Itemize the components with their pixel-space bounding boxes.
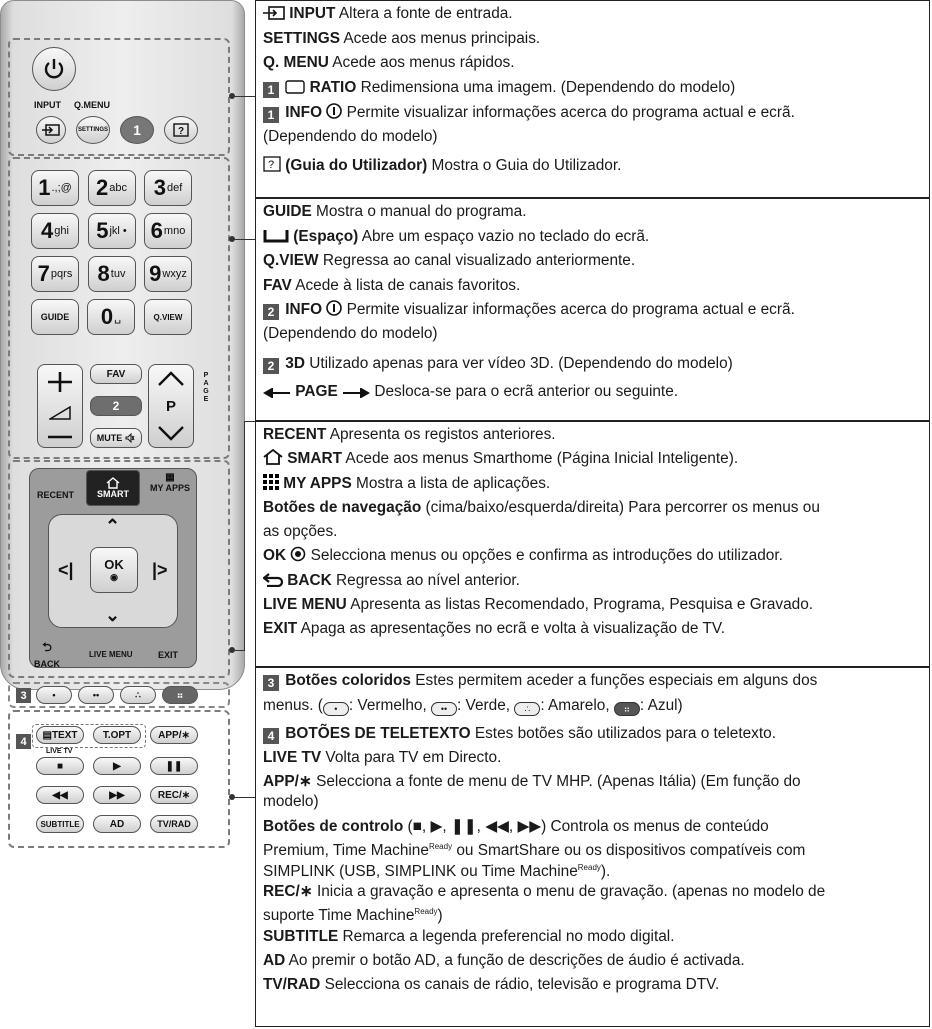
tvrad-button[interactable]: TV/RAD xyxy=(150,815,198,833)
description-term: TV/RAD xyxy=(263,976,321,993)
key-letters: jkl • xyxy=(109,225,127,237)
description-term: (Espaço) xyxy=(293,227,359,245)
description-text: ). xyxy=(600,863,611,880)
rec-button[interactable]: REC/∗ xyxy=(150,786,198,804)
description-line xyxy=(263,595,813,614)
description-line xyxy=(263,227,649,246)
description-term: SUBTITLE xyxy=(263,928,339,945)
leader-2 xyxy=(232,239,256,240)
info-icon xyxy=(326,103,342,119)
description-text: Selecciona menus ou opções e confirma as introduções do utilizador. xyxy=(306,547,783,564)
number-tag: 4 xyxy=(263,728,279,744)
description-line xyxy=(263,951,745,970)
color-key-icon: ⠶ xyxy=(614,702,640,716)
fav-button[interactable]: FAV xyxy=(90,364,142,384)
description-text: Volta para TV em Directo. xyxy=(321,749,502,766)
description-line xyxy=(263,354,733,374)
info-icon xyxy=(326,300,342,316)
qview-button[interactable]: Q.VIEW xyxy=(144,299,192,335)
number-tag: 2 xyxy=(263,304,279,320)
left-arrow-icon[interactable]: <| xyxy=(58,560,74,580)
description-line xyxy=(263,474,550,493)
description-text: Abre um espaço vazio no teclado do ecrã. xyxy=(358,227,650,245)
description-line xyxy=(263,696,683,716)
color-key-name: : Azul) xyxy=(639,697,683,714)
space-icon xyxy=(263,229,289,243)
key-digit: 8 xyxy=(97,261,110,286)
svg-text:?: ? xyxy=(178,126,185,137)
description-term: LIVE MENU xyxy=(263,596,347,613)
stop-button[interactable]: ■ xyxy=(36,757,84,775)
description-line xyxy=(263,902,443,925)
mute-button[interactable] xyxy=(90,428,142,448)
key-1-button[interactable]: 1 xyxy=(120,116,154,144)
channel-down-icon xyxy=(157,425,185,441)
key-digit: 7 xyxy=(37,261,50,286)
description-line xyxy=(263,837,805,860)
description-text: Apaga as apresentações no ecrã e volta à visualização de TV. xyxy=(297,620,726,637)
description-text: (■, ▶, ❚❚, ◀◀, ▶▶) Controla os menus de conteúdo xyxy=(403,818,769,835)
tag-4: 4 xyxy=(16,734,31,749)
description-line xyxy=(263,748,501,767)
home-icon xyxy=(106,477,120,489)
recent-button[interactable]: RECENT xyxy=(37,490,75,500)
key-letters: tuv xyxy=(110,268,126,280)
description-text: Permite visualizar informações acerca do programa actual e ecrã. xyxy=(342,103,795,121)
description-term: Botões de navegação xyxy=(263,499,422,516)
description-line xyxy=(263,382,678,401)
description-text: Acede aos menus rápidos. xyxy=(328,54,515,71)
ok-label: OK xyxy=(104,557,124,572)
back-button[interactable] xyxy=(34,638,60,669)
description-line xyxy=(263,300,795,320)
description-term: EXIT xyxy=(263,620,298,637)
back-label: BACK xyxy=(34,659,60,669)
description-term: GUIDE xyxy=(263,203,312,220)
topt-button[interactable]: T.OPT xyxy=(93,726,141,744)
description-term: (Guia do Utilizador) xyxy=(285,157,428,174)
description-term: BOTÕES DE TELETEXTO xyxy=(285,725,471,742)
exit-button[interactable]: EXIT xyxy=(158,650,179,660)
down-arrow-icon[interactable]: ⌄ xyxy=(105,605,121,625)
description-line xyxy=(263,772,801,791)
description-line xyxy=(263,276,520,295)
key-0-sub: ␣ xyxy=(114,311,122,324)
key-3-button[interactable] xyxy=(144,170,192,206)
key-6-button[interactable] xyxy=(144,213,192,249)
color-key-name: : Vermelho, xyxy=(348,697,431,714)
channel-p-label: P xyxy=(165,397,176,415)
description-text: Selecciona os canais de rádio, televisão e programa DTV. xyxy=(320,976,720,993)
description-text: Apresenta os registos anteriores. xyxy=(326,426,556,443)
ratio-icon xyxy=(285,80,305,94)
subtitle-button[interactable]: SUBTITLE xyxy=(36,815,84,833)
description-term: 3D xyxy=(285,354,305,372)
description-line xyxy=(263,927,674,946)
description-text: Permite visualizar informações acerca do programa actual e ecrã. xyxy=(342,301,795,318)
description-line xyxy=(263,619,725,638)
description-term: BACK xyxy=(287,571,332,589)
description-line xyxy=(263,29,540,48)
apps-grid-icon xyxy=(263,474,279,490)
description-line xyxy=(263,671,817,691)
description-term: INPUT xyxy=(289,5,336,22)
green-key[interactable]: •• xyxy=(78,686,114,704)
key-digit: 4 xyxy=(41,218,54,243)
description-term: AD xyxy=(263,952,286,969)
blue-key[interactable]: ⠶ xyxy=(162,686,198,704)
key-letters: .,;@ xyxy=(51,182,72,194)
ok-button[interactable] xyxy=(90,547,138,593)
description-text: (cima/baixo/esquerda/direita) Para percorrer os menus ou xyxy=(421,499,820,516)
user-guide-button[interactable] xyxy=(164,116,198,144)
number-tag: 2 xyxy=(263,358,279,374)
ok-dot-icon xyxy=(290,546,306,562)
leader-3a xyxy=(232,650,244,651)
channel-rocker[interactable] xyxy=(148,364,194,448)
text-icon: ▤ xyxy=(42,729,52,741)
mute-label: MUTE xyxy=(96,433,123,443)
key-0-button[interactable] xyxy=(87,299,135,335)
description-line xyxy=(263,324,438,343)
mute-icon xyxy=(125,433,135,443)
number-tag: 1 xyxy=(263,107,279,123)
description-text: (Dependendo do modelo) xyxy=(263,325,438,342)
guide-button[interactable]: GUIDE xyxy=(31,299,79,335)
description-term: Q.VIEW xyxy=(263,252,319,269)
power-button[interactable] xyxy=(32,47,76,91)
volume-rocker[interactable] xyxy=(37,364,83,448)
description-text: Altera a fonte de entrada. xyxy=(335,5,513,22)
description-text: Utilizado apenas para ver vídeo 3D. (Dependendo do modelo) xyxy=(304,354,733,372)
description-text: Mostra a lista de aplicações. xyxy=(351,474,551,492)
description-text: Premium, Time Machine xyxy=(263,842,429,859)
description-term: MY APPS xyxy=(283,474,352,492)
description-term: SMART xyxy=(287,450,342,467)
play-button[interactable]: ▶ xyxy=(93,757,141,775)
leader-1 xyxy=(232,96,256,97)
leader-3b xyxy=(244,421,245,651)
leader-4 xyxy=(232,797,256,798)
description-line xyxy=(263,78,735,98)
color-key-name: : Verde, xyxy=(457,697,515,714)
power-icon xyxy=(41,56,67,82)
number-tag: 1 xyxy=(263,82,279,98)
back-icon xyxy=(263,573,283,587)
input-button[interactable] xyxy=(36,116,66,144)
description-term: OK xyxy=(263,547,287,564)
description-term: PAGE xyxy=(295,383,338,400)
key-digit: 6 xyxy=(150,218,163,243)
key-letters: abc xyxy=(109,182,127,194)
ad-button[interactable]: AD xyxy=(93,815,141,833)
description-line xyxy=(263,4,513,23)
description-term: RECENT xyxy=(263,426,327,443)
description-line xyxy=(263,103,795,123)
description-term: RATIO xyxy=(309,79,357,96)
description-text: (Dependendo do modelo) xyxy=(263,128,438,145)
description-line xyxy=(263,425,556,444)
description-text: Inicia a gravação e apresenta o menu de gravação. (apenas no modelo de xyxy=(312,883,826,900)
description-text: Remarca a legenda preferencial no modo digital. xyxy=(338,928,675,945)
description-line xyxy=(263,724,776,744)
key-8-button[interactable] xyxy=(88,256,136,292)
description-text: Estes permitem aceder a funções especiais em alguns dos xyxy=(410,672,818,689)
tag-3: 3 xyxy=(16,688,31,703)
description-text: Regressa ao canal visualizado anteriormente. xyxy=(318,252,636,269)
description-line xyxy=(263,546,783,565)
livetv-label: LIVE TV xyxy=(46,748,73,755)
description-line xyxy=(263,571,520,590)
up-arrow-icon[interactable]: ⌃ xyxy=(105,516,121,536)
description-line xyxy=(263,817,769,836)
description-term: LIVE TV xyxy=(263,749,322,766)
key-7-button[interactable] xyxy=(31,256,79,292)
description-line xyxy=(263,858,610,881)
livemenu-button[interactable]: LIVE MENU xyxy=(89,650,133,659)
color-key-icon: • xyxy=(323,702,349,716)
input-label: INPUT xyxy=(34,100,61,110)
description-text: Acede à lista de canais favoritos. xyxy=(291,276,521,294)
volume-down-icon xyxy=(46,434,74,440)
description-term: Botões de controlo xyxy=(263,818,404,835)
description-line xyxy=(263,127,438,146)
app-button[interactable]: APP/∗ xyxy=(150,726,198,744)
description-text: Desloca-se para o ecrã anterior ou seguinte. xyxy=(370,383,679,400)
description-line xyxy=(263,975,719,994)
myapps-button[interactable] xyxy=(148,472,192,493)
qmenu-label: Q.MENU xyxy=(74,100,110,110)
page-label: PAGE xyxy=(203,372,209,403)
key-1-button[interactable] xyxy=(31,170,79,206)
key-2-button[interactable] xyxy=(88,170,136,206)
user-guide-icon xyxy=(263,156,281,172)
description-term: REC/∗ xyxy=(263,883,313,900)
color-key-name: : Amarelo, xyxy=(540,697,614,714)
key-digit: 3 xyxy=(153,175,166,200)
description-text: Mostra o Guia do Utilizador. xyxy=(427,157,622,174)
description-line xyxy=(263,53,515,72)
description-text: menus. ( xyxy=(263,697,323,714)
key-digit: 5 xyxy=(96,218,109,243)
description-line xyxy=(263,449,738,468)
text-label: TEXT xyxy=(51,729,78,741)
description-term: FAV xyxy=(263,276,292,294)
description-text: Mostra o manual do programa. xyxy=(311,203,527,220)
description-text: as opções. xyxy=(263,523,338,540)
description-line xyxy=(263,882,825,901)
key-digit: 1 xyxy=(38,175,51,200)
key-letters: ghi xyxy=(54,225,69,237)
description-line xyxy=(263,498,820,517)
settings-button[interactable]: SETTINGS xyxy=(76,116,110,144)
color-key-icon: •• xyxy=(431,702,457,716)
description-text: Acede aos menus Smarthome (Página Inicial Inteligente). xyxy=(342,450,739,467)
key-5-button[interactable] xyxy=(88,213,136,249)
key-digit: 9 xyxy=(149,261,162,286)
description-term: INFO xyxy=(285,301,323,318)
user-guide-icon xyxy=(173,123,189,137)
smart-button[interactable] xyxy=(86,470,140,506)
description-text: suporte Time Machine xyxy=(263,907,415,924)
description-term: INFO xyxy=(285,103,323,121)
input-icon xyxy=(42,124,60,136)
description-text: Selecciona a fonte de menu de TV MHP. (Apenas Itália) (Em função do xyxy=(311,773,801,790)
description-term: SETTINGS xyxy=(263,29,340,47)
key-letters: mno xyxy=(163,225,186,237)
right-arrow-icon[interactable]: |> xyxy=(152,560,168,580)
myapps-grid-icon: ▦ xyxy=(165,472,175,483)
color-key-icon: ∴ xyxy=(514,702,540,716)
description-text: Regressa ao nível anterior. xyxy=(331,571,520,589)
pause-button[interactable]: ❚❚ xyxy=(150,757,198,775)
key-2-button[interactable]: 2 xyxy=(90,396,142,416)
rewind-button[interactable]: ◀◀ xyxy=(36,786,84,804)
back-icon: ⮌ xyxy=(42,640,52,654)
description-line xyxy=(263,156,621,175)
description-term: Q. MENU xyxy=(263,54,329,71)
superscript: Ready xyxy=(428,842,453,851)
svg-text:?: ? xyxy=(268,159,275,171)
description-text: Estes botões são utilizados para o teletexto. xyxy=(470,725,776,742)
description-term: Botões coloridos xyxy=(285,672,411,689)
superscript: Ready xyxy=(414,907,438,916)
remote-control-illustration xyxy=(0,0,245,830)
yellow-key[interactable]: ∴ xyxy=(120,686,156,704)
home-icon xyxy=(263,449,283,465)
superscript: Ready xyxy=(577,863,601,872)
key-letters: def xyxy=(166,182,183,194)
volume-up-icon xyxy=(46,372,74,392)
description-line xyxy=(263,202,526,221)
red-key[interactable]: • xyxy=(36,686,72,704)
description-line xyxy=(263,251,635,270)
key-digit: 2 xyxy=(96,175,109,200)
volume-icon xyxy=(49,406,71,420)
channel-up-icon xyxy=(157,371,185,387)
text-button[interactable] xyxy=(36,726,84,744)
key-letters: wxyz xyxy=(162,268,187,280)
description-line xyxy=(263,522,337,541)
description-text: Acede aos menus principais. xyxy=(339,29,541,47)
smart-label: SMART xyxy=(97,489,129,499)
page-right-arrow-icon xyxy=(342,388,370,398)
description-text: ou SmartShare ou os dispositivos compatíveis com xyxy=(452,842,806,859)
myapps-label: MY APPS xyxy=(149,483,190,493)
number-tag: 3 xyxy=(263,675,279,691)
description-text: SIMPLINK (USB, SIMPLINK ou Time Machine xyxy=(263,863,578,880)
description-text: Ao premir o botão AD, a função de descrições de áudio é activada. xyxy=(285,952,745,969)
description-text: modelo) xyxy=(263,793,319,810)
key-letters: pqrs xyxy=(50,268,73,280)
forward-button[interactable]: ▶▶ xyxy=(93,786,141,804)
input-icon xyxy=(263,6,285,20)
description-line xyxy=(263,792,319,811)
ok-dot-icon: ◉ xyxy=(110,572,118,582)
page-left-arrow-icon xyxy=(263,388,291,398)
description-text: Apresenta as listas Recomendado, Programa, Pesquisa e Gravado. xyxy=(346,596,814,613)
key-0-digit: 0 xyxy=(100,304,114,329)
key-9-button[interactable] xyxy=(144,256,192,292)
description-term: APP/∗ xyxy=(263,773,312,790)
description-text: Redimensiona uma imagem. (Dependendo do modelo) xyxy=(356,79,736,96)
description-text: ) xyxy=(437,907,443,924)
key-4-button[interactable] xyxy=(31,213,79,249)
